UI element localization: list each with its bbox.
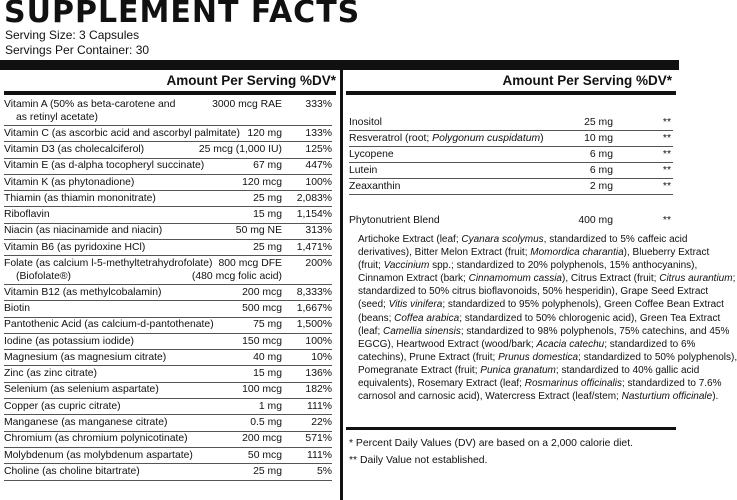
nutrient-amount: 75 mg	[253, 319, 282, 331]
nutrient-row	[4, 257, 332, 285]
nutrient-row	[4, 449, 332, 465]
blend-text: ; standardized to 6%	[604, 338, 696, 350]
blend-latin-name: Camellia sinensis	[383, 325, 461, 337]
nutrient-row	[4, 432, 332, 448]
nutrient-name: Niacin (as niacinamide and niacin)	[4, 225, 163, 237]
nutrient-name: Copper (as cupric citrate)	[4, 400, 121, 412]
nutrient-name-text: Lycopene	[349, 149, 394, 160]
nutrient-dv: 5%	[316, 465, 332, 477]
blend-line	[358, 259, 698, 272]
nutrient-name: Pantothenic Acid (as calcium-d-pantothenate)	[4, 319, 214, 331]
nutrient-dv: 182%	[305, 384, 332, 396]
nutrient-row	[4, 286, 332, 302]
nutrient-name: Vitamin K (as phytonadione)	[4, 176, 135, 188]
nutrient-amount: 0.5 mg	[250, 417, 282, 428]
nutrient-name: Chromium (as chromium polynicotinate)	[4, 433, 188, 445]
nutrient-amount: 120 mcg	[242, 176, 282, 188]
nutrient-name: Vitamin B12 (as methylcobalamin)	[4, 286, 162, 298]
nutrient-name: Vitamin B6 (as pyridoxine HCl)	[4, 241, 146, 253]
nutrient-dv: 1,667%	[296, 302, 332, 314]
blend-latin-name: Prunus domestica	[498, 351, 579, 363]
blend-line	[358, 233, 688, 246]
nutrient-row	[349, 148, 673, 163]
blend-latin-name: Cyanara scolymus	[461, 234, 544, 245]
nutrient-row	[4, 416, 332, 432]
nutrient-row	[4, 176, 332, 192]
nutrient-amount: 3000 mcg RAE	[212, 99, 282, 110]
blend-text: Artichoke Extract (leaf;	[358, 234, 462, 245]
nutrient-row	[4, 367, 332, 383]
nutrient-row	[4, 127, 332, 143]
nutrient-amount: 200 mcg	[242, 433, 282, 445]
nutrient-dv: 2,083%	[296, 192, 332, 204]
blend-text: ; standardized to 98% polyphenols, 75% catechins, and 45%	[460, 325, 730, 337]
nutrient-name: Zinc (as zinc citrate)	[4, 368, 97, 380]
blend-text: Cinnamon Extract (bark;	[358, 273, 469, 285]
nutrient-amount: 50 mcg	[247, 449, 282, 461]
blend-line	[358, 312, 721, 325]
blend-latin-name: Nasturtium officinale	[621, 391, 713, 403]
nutrient-amount: 150 mcg	[242, 335, 282, 347]
nutrient-name-text: Inositol	[349, 117, 382, 128]
nutrient-dv: **	[662, 117, 671, 128]
nutrient-name: Vitamin C (as ascorbic acid and ascorbyl palmitate)	[4, 127, 241, 139]
nutrient-amount: 200 mcg	[242, 286, 282, 298]
nutrient-amount: 50 mg NE	[235, 225, 282, 237]
blend-line	[358, 390, 719, 403]
nutrient-latin-name: Polygonum cuspidatum	[432, 133, 541, 144]
nutrient-row	[4, 465, 332, 481]
blend-latin-name: Cinnamomum cassia	[468, 273, 562, 285]
blend-latin-name: Vitis vinifera	[388, 299, 443, 311]
nutrient-name: Biotin	[4, 302, 30, 314]
supplement-facts-title: SUPPLEMENT FACTS	[4, 0, 361, 30]
blend-text: (seed;	[358, 299, 389, 311]
nutrient-row	[349, 180, 673, 195]
blend-text: derivatives), Bitter Melon Extract (fruit;	[358, 247, 531, 259]
nutrient-name: Molybdenum (as molybdenum aspartate)	[4, 449, 193, 461]
blend-text: ; standardized to 95% polyphenols), Green Coffee Bean Extract	[442, 299, 724, 311]
nutrient-row	[4, 192, 332, 208]
nutrient-row	[349, 132, 673, 147]
nutrient-amount: 1 mg	[258, 400, 282, 412]
footnote-rule	[346, 427, 676, 430]
footnote-dv: * Percent Daily Values (DV) are based on a 2,000 calorie diet.	[349, 438, 633, 449]
blend-latin-name: Acacia catechu	[536, 338, 605, 350]
nutrient-amount: 25 mg	[253, 241, 282, 253]
blend-ingredients	[358, 233, 737, 403]
nutrient-row	[349, 116, 673, 131]
blend-line	[358, 272, 736, 285]
servings-per-container: Servings Per Container: 30	[5, 43, 150, 57]
nutrient-amount: 15 mg	[253, 209, 282, 221]
nutrient-name	[349, 164, 377, 177]
blend-text: (beans;	[358, 312, 395, 324]
nutrient-row	[4, 224, 332, 240]
left-heading-rule	[4, 91, 336, 95]
nutrient-name-cont: as retinyl acetate)	[16, 112, 99, 123]
serving-size: Serving Size: 3 Capsules	[5, 28, 140, 42]
nutrient-dv: 10%	[311, 351, 332, 363]
blend-text: , standardized to 5% caffeic acid	[543, 234, 688, 245]
nutrient-row	[4, 383, 332, 399]
nutrient-name: Riboflavin	[4, 209, 50, 221]
nutrient-name: Vitamin D3 (as cholecalciferol)	[4, 143, 145, 155]
nutrient-row	[4, 241, 332, 257]
nutrient-dv: 1,500%	[296, 319, 332, 331]
nutrient-dv: 1,154%	[296, 209, 332, 221]
nutrient-dv: 111%	[306, 449, 332, 461]
nutrient-name-text: Lutein	[349, 165, 378, 176]
blend-latin-name: Momordica charantia	[530, 247, 624, 259]
nutrient-dv: **	[662, 133, 671, 144]
blend-line	[358, 338, 696, 351]
blend-text: ), Citrus Extract (fruit;	[561, 273, 660, 285]
blend-latin-name: Rosmarinus officinalis	[524, 378, 622, 390]
right-heading-rule	[346, 91, 676, 95]
blend-text: carnosol and carnosic acid), Watercress Extract (leaf/stem;	[358, 391, 622, 403]
nutrient-dv: 111%	[306, 400, 332, 412]
nutrient-amount: 10 mg	[584, 133, 613, 144]
nutrient-row	[4, 143, 332, 159]
blend-amount: 400 mg	[578, 215, 613, 226]
blend-line	[358, 364, 700, 377]
blend-text: spp.; standardized to 20% polyphenols, 15% anthocyanins),	[429, 260, 698, 272]
right-column-heading: Amount Per Serving %DV*	[502, 73, 672, 88]
nutrient-name: Vitamin A (50% as beta-carotene and	[4, 99, 176, 110]
nutrient-amount: 25 mcg (1,000 IU)	[198, 143, 282, 155]
nutrient-name-end: )	[540, 133, 544, 144]
nutrient-name: Folate (as calcium l-5-methyltetrahydrofolate)	[4, 258, 213, 269]
nutrient-amount: 6 mg	[589, 149, 613, 160]
nutrient-row	[4, 318, 332, 334]
blend-text: ).	[712, 391, 719, 403]
nutrient-dv: 100%	[305, 176, 332, 188]
blend-line	[358, 377, 722, 390]
nutrient-name	[349, 148, 394, 161]
blend-line	[358, 351, 737, 364]
blend-text: ; standardized to 7.6%	[622, 378, 722, 390]
nutrient-name: Magnesium (as magnesium citrate)	[4, 351, 167, 363]
nutrient-dv: 571%	[305, 433, 332, 445]
nutrient-amount: 120 mg	[247, 127, 282, 139]
nutrient-amount: 25 mg	[584, 117, 613, 128]
nutrient-dv: 333%	[305, 99, 332, 110]
nutrient-dv: 8,333%	[296, 286, 332, 298]
nutrient-name	[349, 116, 382, 129]
nutrient-name-text: Resveratrol (root;	[349, 133, 433, 144]
nutrient-name: Selenium (as selenium aspartate)	[4, 384, 159, 396]
nutrient-name	[349, 180, 400, 193]
nutrient-name: Manganese (as manganese citrate)	[4, 417, 168, 428]
nutrient-amount: 6 mg	[589, 165, 613, 176]
footnote-not-established: ** Daily Value not established.	[349, 455, 488, 466]
blend-latin-name: Vaccinium	[383, 260, 430, 272]
blend-text: equivalents), Rosemary Extract (leaf;	[358, 378, 525, 390]
nutrient-amount: 100 mcg	[242, 384, 282, 396]
blend-text: ;	[732, 273, 736, 285]
nutrient-dv: **	[662, 149, 671, 160]
nutrient-dv: 22%	[311, 417, 332, 428]
nutrient-name-cont: (Biofolate®)	[16, 271, 72, 282]
top-rule	[0, 60, 679, 70]
nutrient-amount: 15 mg	[253, 368, 282, 380]
blend-text: ), Blueberry Extract	[623, 247, 710, 259]
nutrient-name: Thiamin (as thiamin mononitrate)	[4, 192, 156, 204]
nutrient-amount: 25 mg	[253, 465, 282, 477]
blend-text: catechins), Prune Extract (fruit;	[358, 351, 499, 363]
blend-text: standardized to 50% citrus bioflavonoids, 50% hesperidin), Grape Seed Extract	[358, 286, 709, 298]
blend-text: (leaf;	[358, 325, 384, 337]
nutrient-dv: 136%	[305, 368, 332, 380]
nutrient-name: Choline (as choline bitartrate)	[4, 465, 140, 477]
nutrient-amount: 25 mg	[253, 192, 282, 204]
blend-text: ; standardized to 50% chlorogenic acid), Green Tea Extract	[459, 312, 721, 324]
blend-latin-name: Coffea arabica	[394, 312, 460, 324]
nutrient-amount: 40 mg	[253, 351, 282, 363]
nutrient-name: Vitamin E (as d-alpha tocopheryl succinate)	[4, 160, 205, 172]
nutrient-dv: 447%	[305, 160, 332, 172]
nutrient-amount: 500 mcg	[242, 302, 282, 314]
nutrient-dv: 125%	[305, 143, 332, 155]
nutrient-dv: 1,471%	[296, 241, 332, 253]
nutrient-row	[4, 335, 332, 351]
blend-text: (fruit;	[358, 260, 384, 272]
nutrient-amount: 2 mg	[589, 181, 613, 192]
blend-row	[349, 214, 673, 230]
blend-name: Phytonutrient Blend	[349, 215, 440, 226]
nutrient-dv: 100%	[305, 335, 332, 347]
nutrient-amount: 67 mg	[253, 160, 282, 172]
nutrient-amount: 800 mcg DFE	[218, 258, 282, 269]
column-divider	[340, 70, 343, 500]
blend-text: Pomegranate Extract (fruit;	[358, 364, 481, 376]
blend-line	[358, 246, 710, 259]
nutrient-dv: 313%	[305, 225, 332, 237]
nutrient-row	[4, 400, 332, 416]
nutrient-row	[349, 164, 673, 179]
nutrient-row	[4, 159, 332, 175]
nutrient-name	[349, 132, 544, 145]
blend-dv: **	[662, 215, 671, 226]
nutrient-dv: **	[662, 181, 671, 192]
nutrient-dv: 200%	[305, 258, 332, 269]
nutrient-row	[4, 351, 332, 367]
nutrient-name-text: Zeaxanthin	[349, 181, 401, 192]
blend-text: ; standardized to 50% polyphenols),	[578, 351, 737, 363]
blend-latin-name: Citrus aurantium	[659, 273, 733, 285]
blend-line	[358, 285, 709, 298]
nutrient-row	[4, 208, 332, 224]
nutrient-row	[4, 98, 332, 126]
nutrient-name: Iodine (as potassium iodide)	[4, 335, 134, 347]
blend-text: ; standardized to 40% gallic acid	[555, 364, 700, 376]
nutrient-amount-cont: (480 mcg folic acid)	[191, 271, 282, 282]
nutrient-dv: 133%	[305, 127, 332, 139]
blend-line	[358, 325, 730, 338]
left-column-heading: Amount Per Serving %DV*	[166, 73, 336, 88]
blend-line	[358, 298, 724, 311]
nutrient-dv: **	[662, 165, 671, 176]
nutrient-row	[4, 302, 332, 318]
blend-text: EGCG), Heartwood Extract (wood/bark;	[358, 338, 537, 350]
blend-latin-name: Punica granatum	[480, 364, 556, 376]
